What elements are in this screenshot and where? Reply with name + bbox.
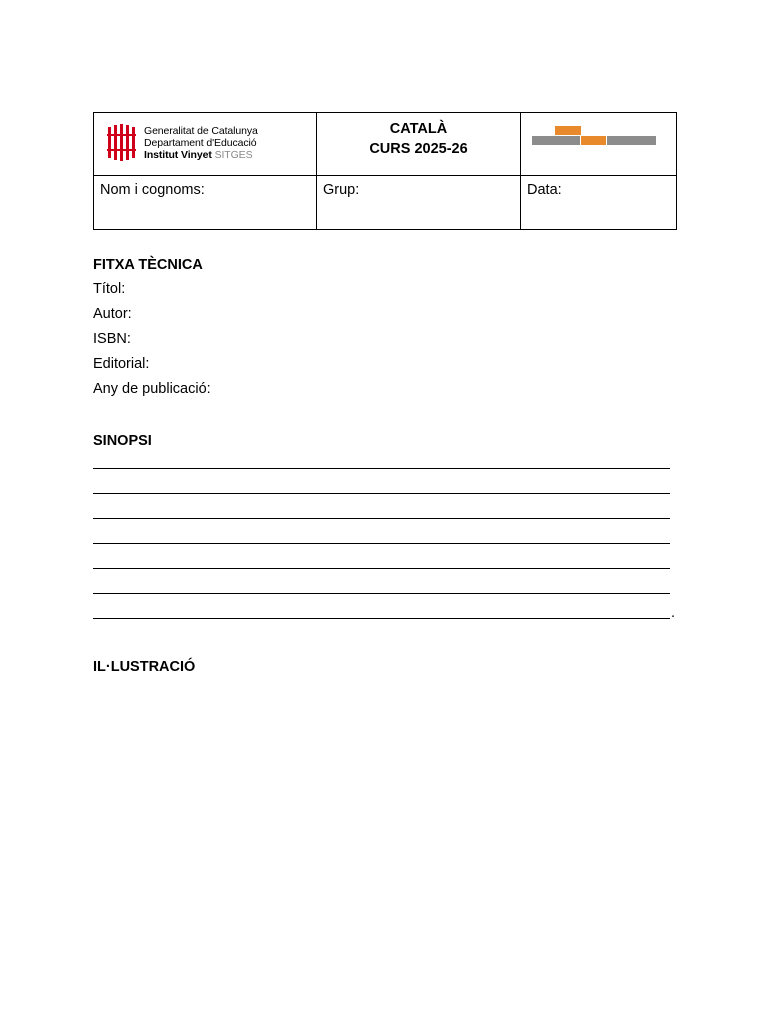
generalitat-logo-icon [106,124,138,161]
brand-cell [521,113,677,176]
name-field-label: Nom i cognoms: [100,182,205,198]
logo-institut-name: Institut Vinyet [144,148,212,161]
group-field-cell[interactable] [317,176,521,230]
final-period: . [671,605,676,621]
school-logo [106,124,258,161]
titol-field: Títol: [93,281,126,297]
sinopsi-writing-lines [93,451,675,626]
writing-line[interactable] [93,601,675,626]
fitxa-tecnica-section [93,255,211,402]
writing-line[interactable] [93,576,675,601]
logo-line-institut [144,149,258,161]
logo-line-departament: Departament d'Educació [144,136,257,149]
sinopsi-heading: SINOPSI [93,433,152,449]
editorial-field: Editorial: [93,356,150,372]
name-field-cell[interactable] [94,176,317,230]
illustracio-section [93,657,195,677]
subject-title: CATALÀ [389,121,448,137]
writing-line[interactable] [93,526,675,551]
date-field-label: Data: [527,182,562,198]
logo-cell [94,113,317,176]
any-publicacio-field: Any de publicació: [93,381,211,397]
illustracio-heading: IL·LUSTRACIÓ [93,659,196,675]
writing-line[interactable] [93,451,675,476]
course-title: CURS 2025-26 [369,141,468,157]
logo-line-generalitat: Generalitat de Catalunya [144,124,258,137]
institut-brand-bars-icon [532,126,657,146]
logo-institut-town: SITGES [214,148,253,161]
sinopsi-section [93,431,675,626]
fitxa-heading: FITXA TÈCNICA [93,257,203,273]
date-field-cell[interactable] [521,176,677,230]
autor-field: Autor: [93,306,132,322]
writing-line[interactable] [93,476,675,501]
title-cell [317,113,521,176]
header-table [93,112,677,230]
group-field-label: Grup: [323,182,360,198]
isbn-field: ISBN: [93,331,131,347]
writing-line[interactable] [93,501,675,526]
writing-line[interactable] [93,551,675,576]
